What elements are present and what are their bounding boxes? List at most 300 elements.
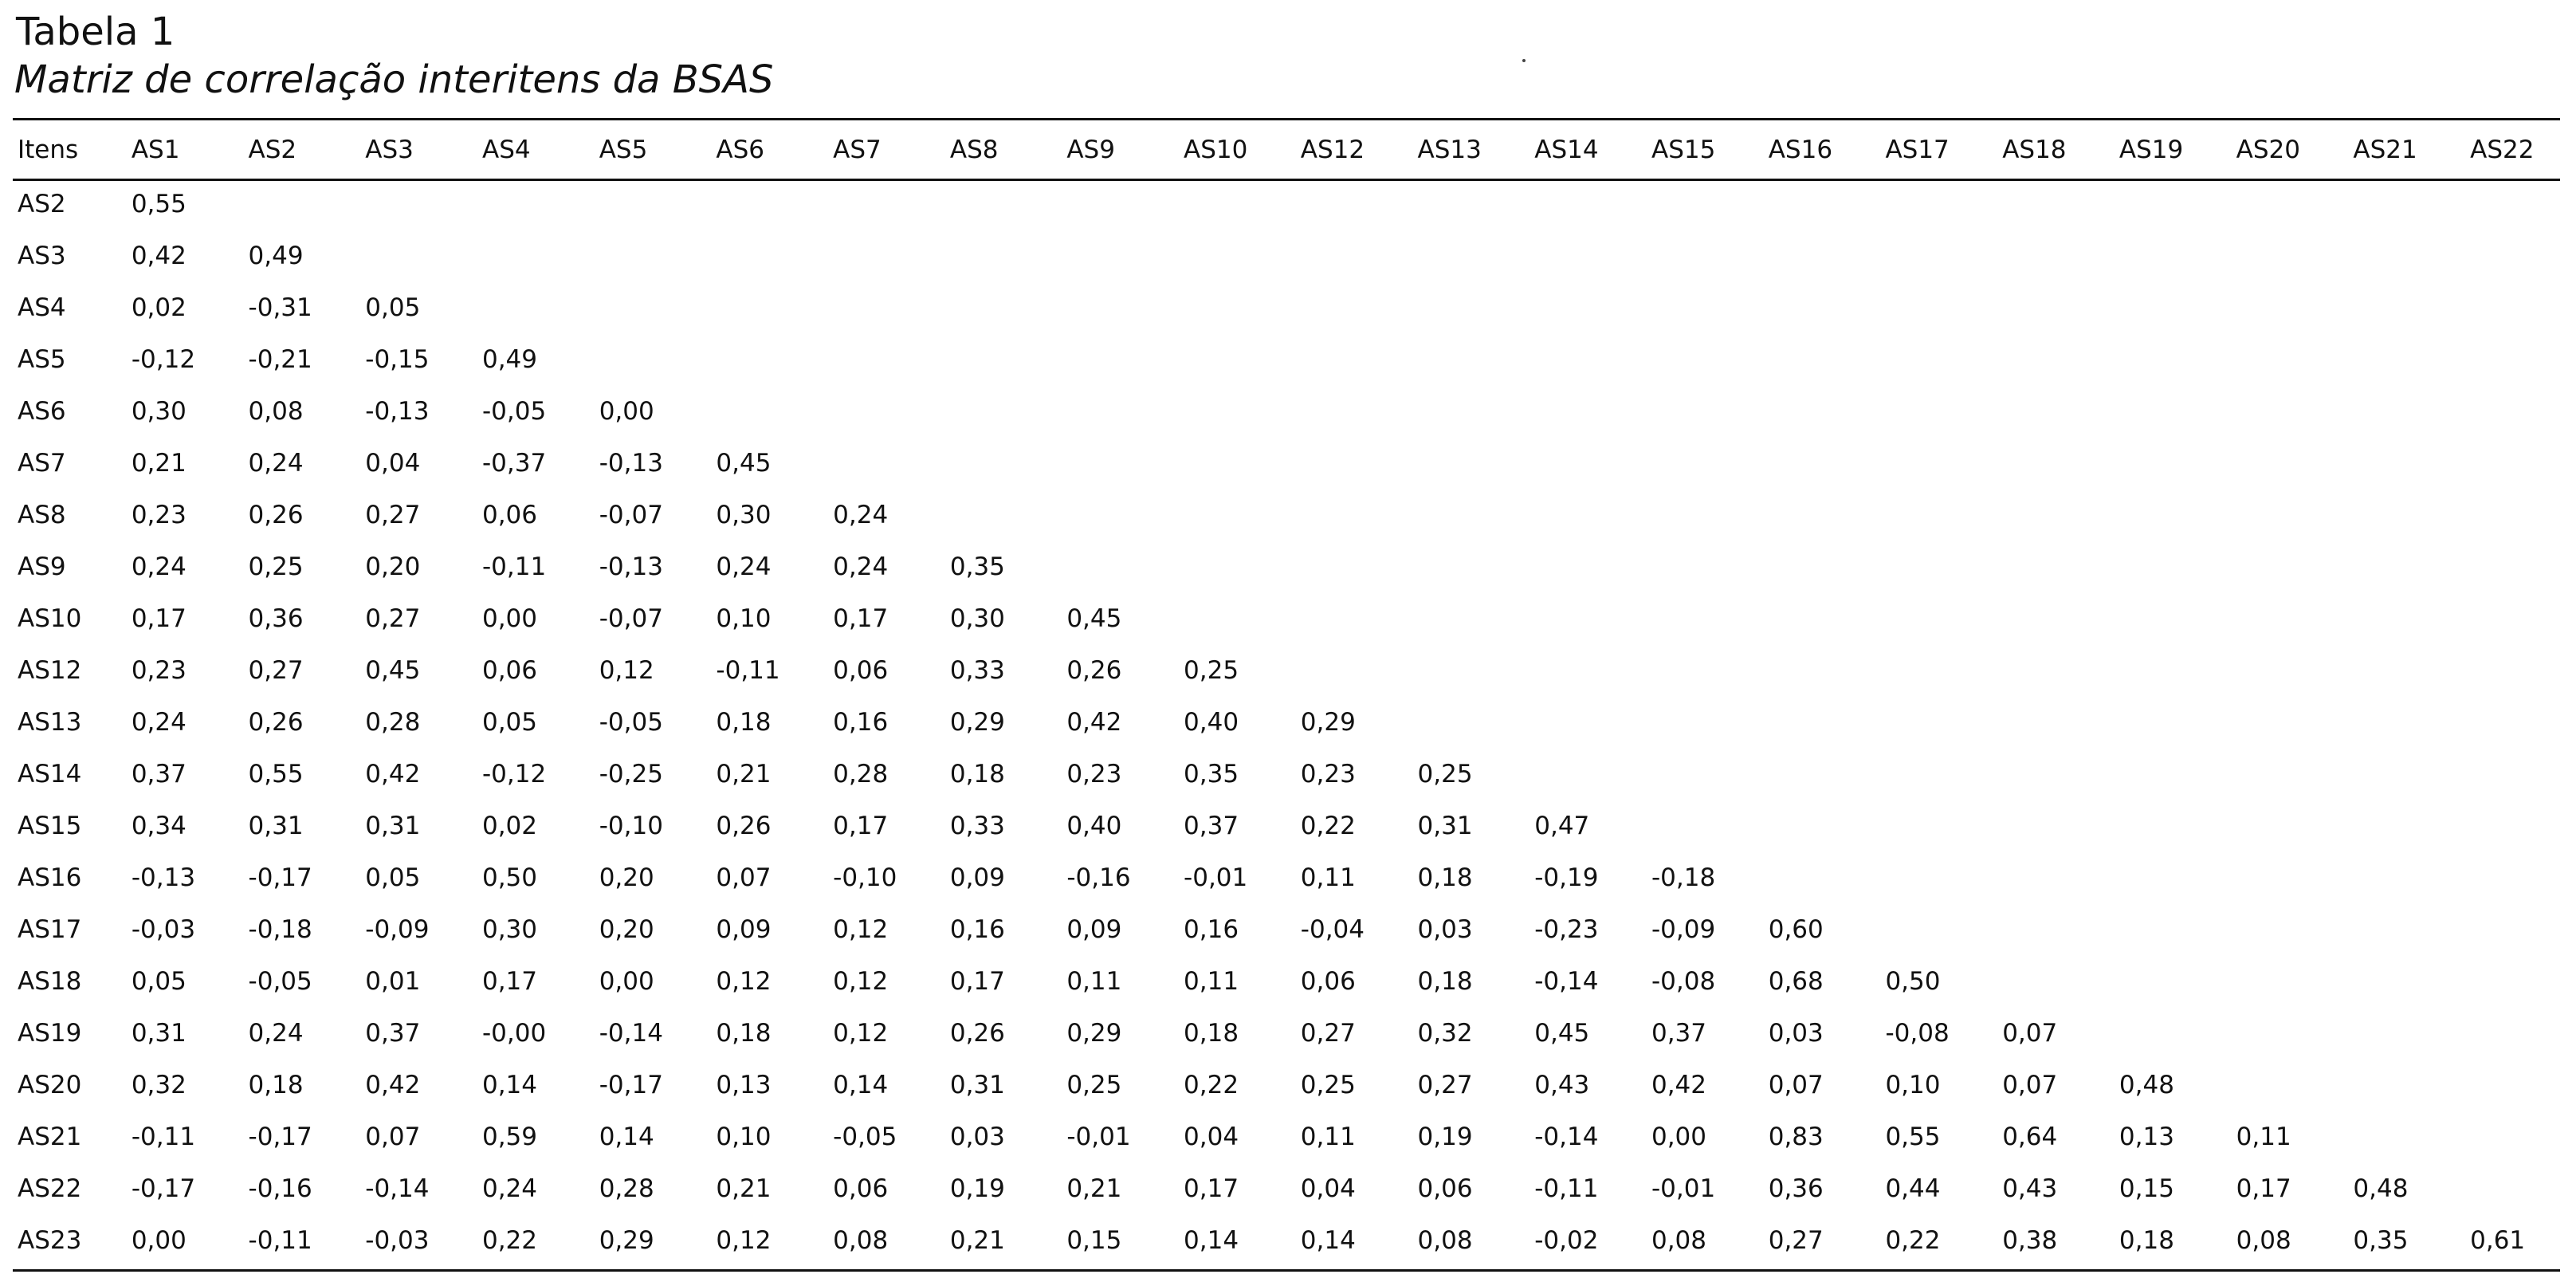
correlation-cell: 0,45 [1534, 1019, 1590, 1048]
table-title: Matriz de correlação interitens da BSAS [14, 57, 774, 102]
correlation-cell: 0,15 [1066, 1226, 1122, 1255]
correlation-cell: 0,16 [833, 708, 889, 737]
correlation-cell: 0,55 [131, 190, 187, 218]
correlation-cell: 0,20 [365, 553, 421, 581]
row-label: AS14 [18, 760, 82, 788]
correlation-cell: 0,00 [599, 967, 654, 996]
empty-cell [1055, 541, 1172, 593]
correlation-cell: 0,30 [481, 915, 538, 944]
empty-cell [2459, 334, 2576, 386]
correlation-cell: 0,15 [2119, 1174, 2174, 1203]
correlation-cell: 0,44 [1885, 1174, 1941, 1203]
row-label: AS9 [18, 553, 66, 581]
correlation-cell: 0,00 [1651, 1123, 1707, 1151]
empty-cell [2225, 334, 2342, 386]
empty-cell [2459, 386, 2576, 438]
empty-cell [1523, 282, 1640, 334]
correlation-cell: 0,03 [1417, 915, 1473, 944]
correlation-cell: 0,35 [2353, 1226, 2409, 1255]
empty-cell [2459, 490, 2576, 541]
correlation-cell: 0,05 [481, 708, 538, 737]
empty-cell [1172, 230, 1290, 282]
correlation-cell: 0,12 [833, 967, 889, 996]
empty-cell [939, 179, 1055, 230]
empty-cell [2108, 904, 2225, 956]
empty-cell [2108, 386, 2225, 438]
correlation-cell: 0,10 [716, 1123, 772, 1151]
correlation-cell: -0,03 [365, 1226, 430, 1255]
empty-cell [2459, 749, 2576, 800]
correlation-cell: 0,16 [949, 915, 1005, 944]
empty-cell [1991, 852, 2108, 904]
row-label: AS13 [18, 708, 82, 737]
correlation-cell: 0,29 [1300, 708, 1356, 737]
empty-cell [1757, 697, 1875, 749]
correlation-cell: 0,21 [716, 760, 772, 788]
correlation-cell: 0,49 [248, 242, 304, 270]
correlation-cell: 0,04 [365, 449, 421, 478]
correlation-cell: 0,06 [1417, 1174, 1473, 1203]
correlation-cell: 0,49 [481, 345, 538, 374]
empty-cell [2108, 956, 2225, 1008]
correlation-cell: -0,14 [599, 1019, 663, 1048]
empty-cell [2108, 490, 2225, 541]
empty-cell [2225, 645, 2342, 697]
table-number: Tabela 1 [16, 10, 175, 54]
correlation-cell: 0,31 [1417, 812, 1473, 840]
correlation-cell: 0,11 [1184, 967, 1239, 996]
correlation-cell: 0,19 [949, 1174, 1005, 1203]
empty-cell [2342, 334, 2459, 386]
empty-cell [1290, 230, 1407, 282]
empty-cell [1640, 541, 1757, 593]
table-row [13, 697, 2576, 749]
correlation-cell: 0,32 [131, 1071, 187, 1099]
correlation-cell: 0,01 [365, 967, 421, 996]
correlation-cell: 0,04 [1184, 1123, 1239, 1151]
row-label: AS20 [18, 1071, 82, 1099]
row-label: AS22 [18, 1174, 82, 1203]
empty-cell [1055, 334, 1172, 386]
correlation-cell: 0,11 [2236, 1123, 2291, 1151]
empty-cell [1172, 179, 1290, 230]
table-row [13, 1163, 2576, 1215]
empty-cell [1523, 230, 1640, 282]
table-row [13, 904, 2576, 956]
correlation-cell: 0,08 [1651, 1226, 1707, 1255]
correlation-cell: 0,17 [949, 967, 1005, 996]
empty-cell [1874, 179, 1991, 230]
empty-cell [1874, 490, 1991, 541]
column-header: AS7 [833, 136, 882, 164]
empty-cell [588, 179, 705, 230]
empty-cell [2225, 490, 2342, 541]
correlation-cell: 0,17 [833, 812, 889, 840]
correlation-cell: 0,18 [949, 760, 1005, 788]
empty-cell [1523, 179, 1640, 230]
empty-cell [1172, 438, 1290, 490]
empty-cell [2459, 904, 2576, 956]
correlation-cell: 0,28 [599, 1174, 654, 1203]
column-header: AS15 [1651, 136, 1716, 164]
empty-cell [822, 334, 939, 386]
empty-cell [705, 230, 822, 282]
correlation-cell: -0,16 [248, 1174, 312, 1203]
table-row [13, 1060, 2576, 1111]
empty-cell [1172, 490, 1290, 541]
row-label: AS16 [18, 863, 82, 892]
correlation-cell: 0,27 [365, 501, 421, 529]
correlation-cell: 0,43 [1534, 1071, 1590, 1099]
table-row [13, 1008, 2576, 1060]
correlation-cell: 0,42 [131, 242, 187, 270]
empty-cell [1991, 438, 2108, 490]
row-label: AS15 [18, 812, 82, 840]
correlation-cell: -0,15 [365, 345, 430, 374]
correlation-cell: 0,37 [1651, 1019, 1707, 1048]
empty-cell [588, 282, 705, 334]
correlation-cell: 0,12 [599, 656, 654, 685]
correlation-cell: -0,13 [599, 553, 663, 581]
correlation-cell: 0,26 [1066, 656, 1122, 685]
correlation-cell: 0,59 [481, 1123, 538, 1151]
correlation-cell: 0,08 [1417, 1226, 1473, 1255]
correlation-cell: -0,16 [1066, 863, 1131, 892]
correlation-cell: -0,03 [131, 915, 196, 944]
correlation-cell: -0,07 [599, 501, 663, 529]
correlation-cell: 0,29 [949, 708, 1005, 737]
correlation-cell: 0,27 [248, 656, 304, 685]
empty-cell [1172, 282, 1290, 334]
empty-cell [2108, 179, 2225, 230]
empty-cell [1757, 541, 1875, 593]
correlation-cell: 0,30 [131, 397, 187, 426]
correlation-cell: 0,09 [1066, 915, 1122, 944]
correlation-cell: 0,47 [1534, 812, 1590, 840]
correlation-cell: 0,06 [833, 656, 889, 685]
empty-cell [2108, 800, 2225, 852]
correlation-cell: 0,18 [1417, 967, 1473, 996]
empty-cell [2108, 334, 2225, 386]
correlation-cell: 0,37 [1184, 812, 1239, 840]
correlation-cell: 0,26 [716, 812, 772, 840]
table-row [13, 541, 2576, 593]
correlation-cell: 0,04 [1300, 1174, 1356, 1203]
empty-cell [822, 282, 939, 334]
empty-cell [1172, 386, 1290, 438]
empty-cell [1407, 593, 1524, 645]
correlation-cell: 0,07 [365, 1123, 421, 1151]
empty-cell [471, 282, 588, 334]
empty-cell [1757, 593, 1875, 645]
correlation-cell: 0,08 [248, 397, 304, 426]
correlation-cell: 0,27 [365, 604, 421, 633]
empty-cell [1640, 438, 1757, 490]
empty-cell [1407, 645, 1524, 697]
empty-cell [1290, 645, 1407, 697]
correlation-cell: 0,17 [131, 604, 187, 633]
correlation-cell: 0,12 [716, 967, 772, 996]
empty-cell [354, 230, 471, 282]
correlation-cell: 0,83 [1768, 1123, 1824, 1151]
empty-cell [1874, 697, 1991, 749]
correlation-cell: -0,10 [833, 863, 897, 892]
empty-cell [2225, 386, 2342, 438]
correlation-cell: -0,05 [248, 967, 312, 996]
correlation-cell: 0,14 [1184, 1226, 1239, 1255]
correlation-cell: 0,18 [1184, 1019, 1239, 1048]
correlation-cell: 0,24 [833, 553, 889, 581]
empty-cell [1407, 541, 1524, 593]
empty-cell [2459, 956, 2576, 1008]
correlation-cell: 0,25 [248, 553, 304, 581]
correlation-cell: 0,45 [1066, 604, 1122, 633]
correlation-cell: -0,11 [1534, 1174, 1599, 1203]
header-corner-label: Itens [18, 136, 79, 164]
empty-cell [2108, 230, 2225, 282]
correlation-cell: -0,17 [248, 1123, 312, 1151]
empty-cell [1757, 490, 1875, 541]
empty-cell [2342, 1111, 2459, 1163]
correlation-cell: 0,36 [1768, 1174, 1824, 1203]
correlation-cell: 0,12 [716, 1226, 772, 1255]
correlation-cell: 0,55 [1885, 1123, 1941, 1151]
empty-cell [1055, 386, 1172, 438]
correlation-cell: 0,55 [248, 760, 304, 788]
table-row [13, 230, 2576, 282]
empty-cell [1991, 541, 2108, 593]
empty-cell [1640, 749, 1757, 800]
empty-cell [1991, 490, 2108, 541]
correlation-cell: -0,11 [131, 1123, 196, 1151]
correlation-cell: 0,24 [716, 553, 772, 581]
empty-cell [1640, 593, 1757, 645]
correlation-cell: 0,12 [833, 915, 889, 944]
empty-cell [2342, 179, 2459, 230]
empty-cell [1523, 334, 1640, 386]
correlation-cell: 0,08 [2236, 1226, 2291, 1255]
correlation-cell: 0,17 [2236, 1174, 2291, 1203]
table-row [13, 438, 2576, 490]
empty-cell [1407, 334, 1524, 386]
correlation-cell: 0,14 [833, 1071, 889, 1099]
correlation-cell: 0,03 [1768, 1019, 1824, 1048]
correlation-cell: 0,10 [1885, 1071, 1941, 1099]
correlation-cell: 0,22 [1885, 1226, 1941, 1255]
correlation-cell: 0,40 [1066, 812, 1122, 840]
correlation-cell: 0,06 [1300, 967, 1356, 996]
empty-cell [1055, 282, 1172, 334]
correlation-cell: 0,02 [481, 812, 538, 840]
empty-cell [1055, 438, 1172, 490]
column-header: AS3 [365, 136, 414, 164]
correlation-cell: 0,48 [2119, 1071, 2174, 1099]
empty-cell [1640, 490, 1757, 541]
empty-cell [1172, 593, 1290, 645]
empty-cell [1991, 230, 2108, 282]
empty-cell [1290, 282, 1407, 334]
correlation-cell: 0,20 [599, 915, 654, 944]
table-row [13, 852, 2576, 904]
column-header: AS17 [1885, 136, 1950, 164]
empty-cell [1991, 593, 2108, 645]
correlation-cell: -0,12 [481, 760, 547, 788]
correlation-cell: 0,23 [131, 656, 187, 685]
correlation-cell: 0,17 [1184, 1174, 1239, 1203]
empty-cell [1640, 386, 1757, 438]
empty-cell [1874, 334, 1991, 386]
correlation-cell: -0,00 [481, 1019, 547, 1048]
column-header: AS20 [2236, 136, 2300, 164]
scan-speck [1522, 59, 1526, 62]
correlation-cell: 0,11 [1066, 967, 1122, 996]
empty-cell [2108, 645, 2225, 697]
correlation-cell: -0,14 [1534, 1123, 1599, 1151]
column-header: AS18 [2002, 136, 2067, 164]
empty-cell [939, 230, 1055, 282]
correlation-cell: -0,01 [1184, 863, 1248, 892]
empty-cell [1757, 800, 1875, 852]
empty-cell [1757, 852, 1875, 904]
empty-cell [1290, 490, 1407, 541]
table-bottom-rule [13, 1269, 2560, 1272]
correlation-cell: 0,68 [1768, 967, 1824, 996]
correlation-cell: 0,00 [131, 1226, 187, 1255]
empty-cell [1523, 490, 1640, 541]
empty-cell [939, 282, 1055, 334]
correlation-cell: 0,50 [1885, 967, 1941, 996]
empty-cell [2108, 852, 2225, 904]
empty-cell [2459, 645, 2576, 697]
table-row [13, 490, 2576, 541]
column-header: AS8 [949, 136, 999, 164]
correlation-cell: -0,09 [1651, 915, 1716, 944]
correlation-cell: -0,14 [365, 1174, 430, 1203]
empty-cell [2342, 593, 2459, 645]
correlation-cell: -0,13 [131, 863, 196, 892]
empty-cell [2108, 593, 2225, 645]
empty-cell [1874, 230, 1991, 282]
correlation-cell: 0,13 [2119, 1123, 2174, 1151]
column-header: AS14 [1534, 136, 1599, 164]
empty-cell [1640, 282, 1757, 334]
empty-cell [1523, 697, 1640, 749]
empty-cell [1991, 179, 2108, 230]
correlation-cell: 0,48 [2353, 1174, 2409, 1203]
empty-cell [1523, 541, 1640, 593]
correlation-cell: 0,21 [949, 1226, 1005, 1255]
empty-cell [1874, 282, 1991, 334]
table-row [13, 1215, 2576, 1267]
correlation-cell: -0,25 [599, 760, 663, 788]
empty-cell [1172, 541, 1290, 593]
correlation-cell: 0,23 [1300, 760, 1356, 788]
column-header: AS2 [248, 136, 297, 164]
table-row [13, 956, 2576, 1008]
correlation-cell: -0,21 [248, 345, 312, 374]
correlation-cell: 0,03 [949, 1123, 1005, 1151]
empty-cell [1991, 904, 2108, 956]
empty-cell [1055, 490, 1172, 541]
empty-cell [2225, 541, 2342, 593]
matrix-body [13, 179, 2576, 1267]
correlation-cell: 0,27 [1300, 1019, 1356, 1048]
empty-cell [1407, 179, 1524, 230]
correlation-cell: 0,29 [1066, 1019, 1122, 1048]
correlation-cell: 0,26 [248, 708, 304, 737]
correlation-cell: 0,31 [365, 812, 421, 840]
correlation-cell: 0,26 [248, 501, 304, 529]
empty-cell [822, 438, 939, 490]
correlation-cell: 0,23 [131, 501, 187, 529]
empty-cell [238, 179, 355, 230]
empty-cell [2225, 852, 2342, 904]
correlation-cell: 0,07 [2002, 1071, 2058, 1099]
row-label: AS17 [18, 915, 82, 944]
empty-cell [2108, 438, 2225, 490]
correlation-cell: 0,42 [365, 760, 421, 788]
empty-cell [2342, 438, 2459, 490]
table-row [13, 282, 2576, 334]
correlation-cell: 0,18 [716, 708, 772, 737]
empty-cell [1407, 386, 1524, 438]
empty-cell [2459, 541, 2576, 593]
correlation-cell: 0,37 [365, 1019, 421, 1048]
correlation-cell: 0,37 [131, 760, 187, 788]
empty-cell [1757, 386, 1875, 438]
empty-cell [1640, 179, 1757, 230]
correlation-cell: -0,18 [1651, 863, 1716, 892]
correlation-cell: -0,14 [1534, 967, 1599, 996]
empty-cell [822, 386, 939, 438]
correlation-cell: 0,18 [1417, 863, 1473, 892]
correlation-cell: 0,02 [131, 293, 187, 322]
empty-cell [2225, 438, 2342, 490]
correlation-cell: 0,17 [833, 604, 889, 633]
correlation-cell: 0,42 [1651, 1071, 1707, 1099]
empty-cell [1407, 697, 1524, 749]
correlation-cell: 0,19 [1417, 1123, 1473, 1151]
header-row [13, 121, 2576, 179]
correlation-cell: 0,06 [481, 501, 538, 529]
empty-cell [1991, 282, 2108, 334]
correlation-cell: -0,07 [599, 604, 663, 633]
correlation-cell: -0,11 [481, 553, 547, 581]
empty-cell [2342, 697, 2459, 749]
correlation-cell: 0,07 [2002, 1019, 2058, 1048]
empty-cell [354, 179, 471, 230]
empty-cell [2108, 1008, 2225, 1060]
correlation-cell: 0,06 [481, 656, 538, 685]
correlation-cell: -0,01 [1651, 1174, 1716, 1203]
empty-cell [2459, 852, 2576, 904]
empty-cell [2225, 697, 2342, 749]
empty-cell [1757, 438, 1875, 490]
correlation-cell: 0,36 [248, 604, 304, 633]
correlation-cell: -0,11 [716, 656, 780, 685]
correlation-cell: 0,43 [2002, 1174, 2058, 1203]
correlation-cell: 0,42 [365, 1071, 421, 1099]
empty-cell [1523, 749, 1640, 800]
empty-cell [1055, 230, 1172, 282]
empty-cell [471, 230, 588, 282]
empty-cell [2225, 749, 2342, 800]
correlation-cell: 0,45 [716, 449, 772, 478]
correlation-cell: 0,25 [1300, 1071, 1356, 1099]
correlation-cell: 0,05 [131, 967, 187, 996]
row-label: AS5 [18, 345, 66, 374]
empty-cell [1407, 282, 1524, 334]
